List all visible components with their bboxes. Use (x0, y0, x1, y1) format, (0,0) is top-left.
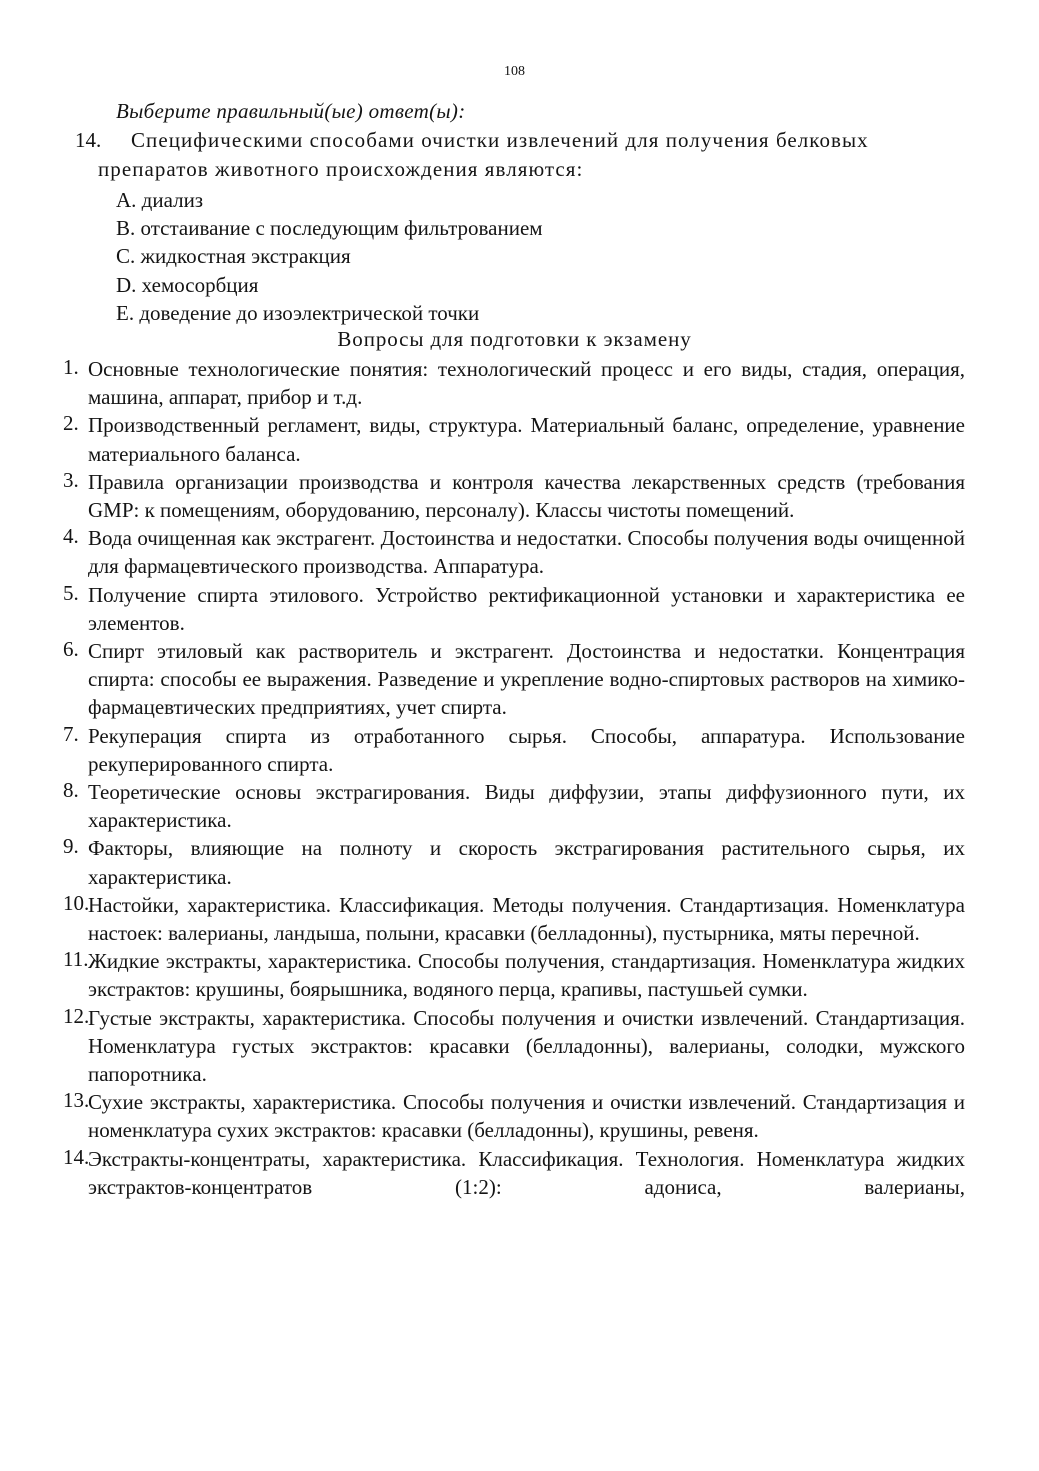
exam-question-text: Экстракты-концентраты, характеристика. Классификация. Технология. Номенклатура жидких экстрактов-концентратов (1:2): адониса, валерианы, (88, 1146, 965, 1199)
exam-question-text: Жидкие экстракты, характеристика. Способы получения, стандартизация. Номенклатура жидких экстрактов: крушины, боярышника, водяного перца, крапивы, пастушьей сумки. (88, 949, 965, 1002)
answer-option-a: A. диализ (116, 188, 204, 212)
exam-question-text: Настойки, характеристика. Классификация. Методы получения. Стандартизация. Номенклатура настоек: валерианы, ландыша, полыни, красавки (белладонны), пустырника, мяты перечной. (88, 892, 965, 946)
exam-question-number: 9. (63, 834, 79, 859)
exam-question-text: Густые экстракты, характеристика. Способы получения и очистки извлечений. Стандартизация. Номенклатура густых экстрактов: красавки (белладонны), валерианы, солодки, мужского папоротника. (88, 1005, 965, 1087)
exam-question-number: 7. (63, 721, 79, 746)
exam-question-text: Правила организации производства и контроля качества лекарственных средств (требования GMP: к помещениям, оборудованию, персоналу). Классы чистоты помещений. (88, 469, 965, 523)
exam-question-number: 5. (63, 580, 79, 605)
page-number: 108 (504, 64, 525, 79)
exam-question-number: 8. (63, 778, 79, 803)
exam-question (0, 468, 1039, 524)
question-number: 14. (75, 128, 102, 152)
answer-options (116, 186, 543, 327)
exam-question-number: 13. (63, 1088, 90, 1113)
exam-question-number: 11. (63, 947, 89, 972)
exam-questions-list (0, 355, 1039, 1201)
exam-question-number: 12. (63, 1003, 90, 1028)
exam-question-text: Факторы, влияющие на полноту и скорость экстрагирования растительного сырья, их характеристика. (88, 836, 965, 889)
exam-question (0, 355, 1039, 411)
exam-question-number: 2. (63, 411, 79, 436)
exam-question-text: Вода очищенная как экстрагент. Достоинства и недостатки. Способы получения воды очищенной для фармацевтического производства. Аппаратура. (88, 526, 965, 579)
exam-question-text: Получение спирта этилового. Устройство ректификационной установки и характеристика ее элементов. (88, 582, 965, 635)
question-text-line-1: Специфическими способами очистки извлечений для получения белковых (131, 128, 869, 152)
answer-option-c: C. жидкостная экстракция (116, 244, 351, 269)
exam-question-number: 10. (63, 890, 90, 915)
exam-question (0, 1004, 1039, 1089)
exam-question-number: 6. (63, 637, 79, 662)
exam-question-text: Сухие экстракты, характеристика. Способы получения и очистки извлечений. Стандартизация и номенклатура сухих экстрактов: красавки (белладонны), крушины, ревеня. (88, 1090, 965, 1143)
answer-option-d: D. хемосорбция (116, 272, 259, 297)
exam-question-number: 1. (63, 355, 79, 379)
answer-option-e: E. доведение до изоэлектрической точки (116, 300, 480, 325)
exam-question (0, 524, 1039, 580)
exam-question-number: 14. (63, 1144, 90, 1169)
exam-question-text: Производственный регламент, виды, структура. Материальный баланс, определение, уравнение материального баланса. (88, 413, 965, 466)
exam-question (0, 947, 1039, 1003)
exam-question (0, 1088, 1039, 1144)
exam-question-text: Основные технологические понятия: технологический процесс и его виды, стадия, операция, машина, аппарат, прибор и т.д. (88, 357, 965, 410)
exam-question (0, 637, 1039, 722)
exam-question (0, 834, 1039, 890)
exam-question-number: 3. (63, 467, 79, 492)
question-text-line-2: препаратов животного происхождения являются: (98, 157, 584, 181)
exam-questions-heading: Вопросы для подготовки к экзамену (337, 327, 692, 351)
exam-question-text: Спирт этиловый как растворитель и экстрагент. Достоинства и недостатки. Концентрация спирта: способы ее выражения. Разведение и укрепление водно-спиртовых растворов на химико-фармацевтических предприятиях, учет спирта. (88, 639, 965, 720)
exam-question (0, 778, 1039, 834)
exam-question-number: 4. (63, 524, 79, 549)
exam-question-text: Рекуперация спирта из отработанного сырья. Способы, аппаратура. Использование рекуперированного спирта. (88, 723, 965, 776)
exam-question-text: Теоретические основы экстрагирования. Виды диффузии, этапы диффузионного пути, их характеристика. (88, 780, 965, 833)
exam-question (0, 891, 1039, 947)
instruction-text: Выберите правильный(ые) ответ(ы): (116, 99, 466, 123)
exam-question (0, 722, 1039, 778)
exam-question (0, 1145, 1039, 1201)
answer-option-b: B. отстаивание с последующим фильтрованием (116, 216, 543, 241)
exam-question (0, 581, 1039, 637)
exam-question (0, 411, 1039, 467)
